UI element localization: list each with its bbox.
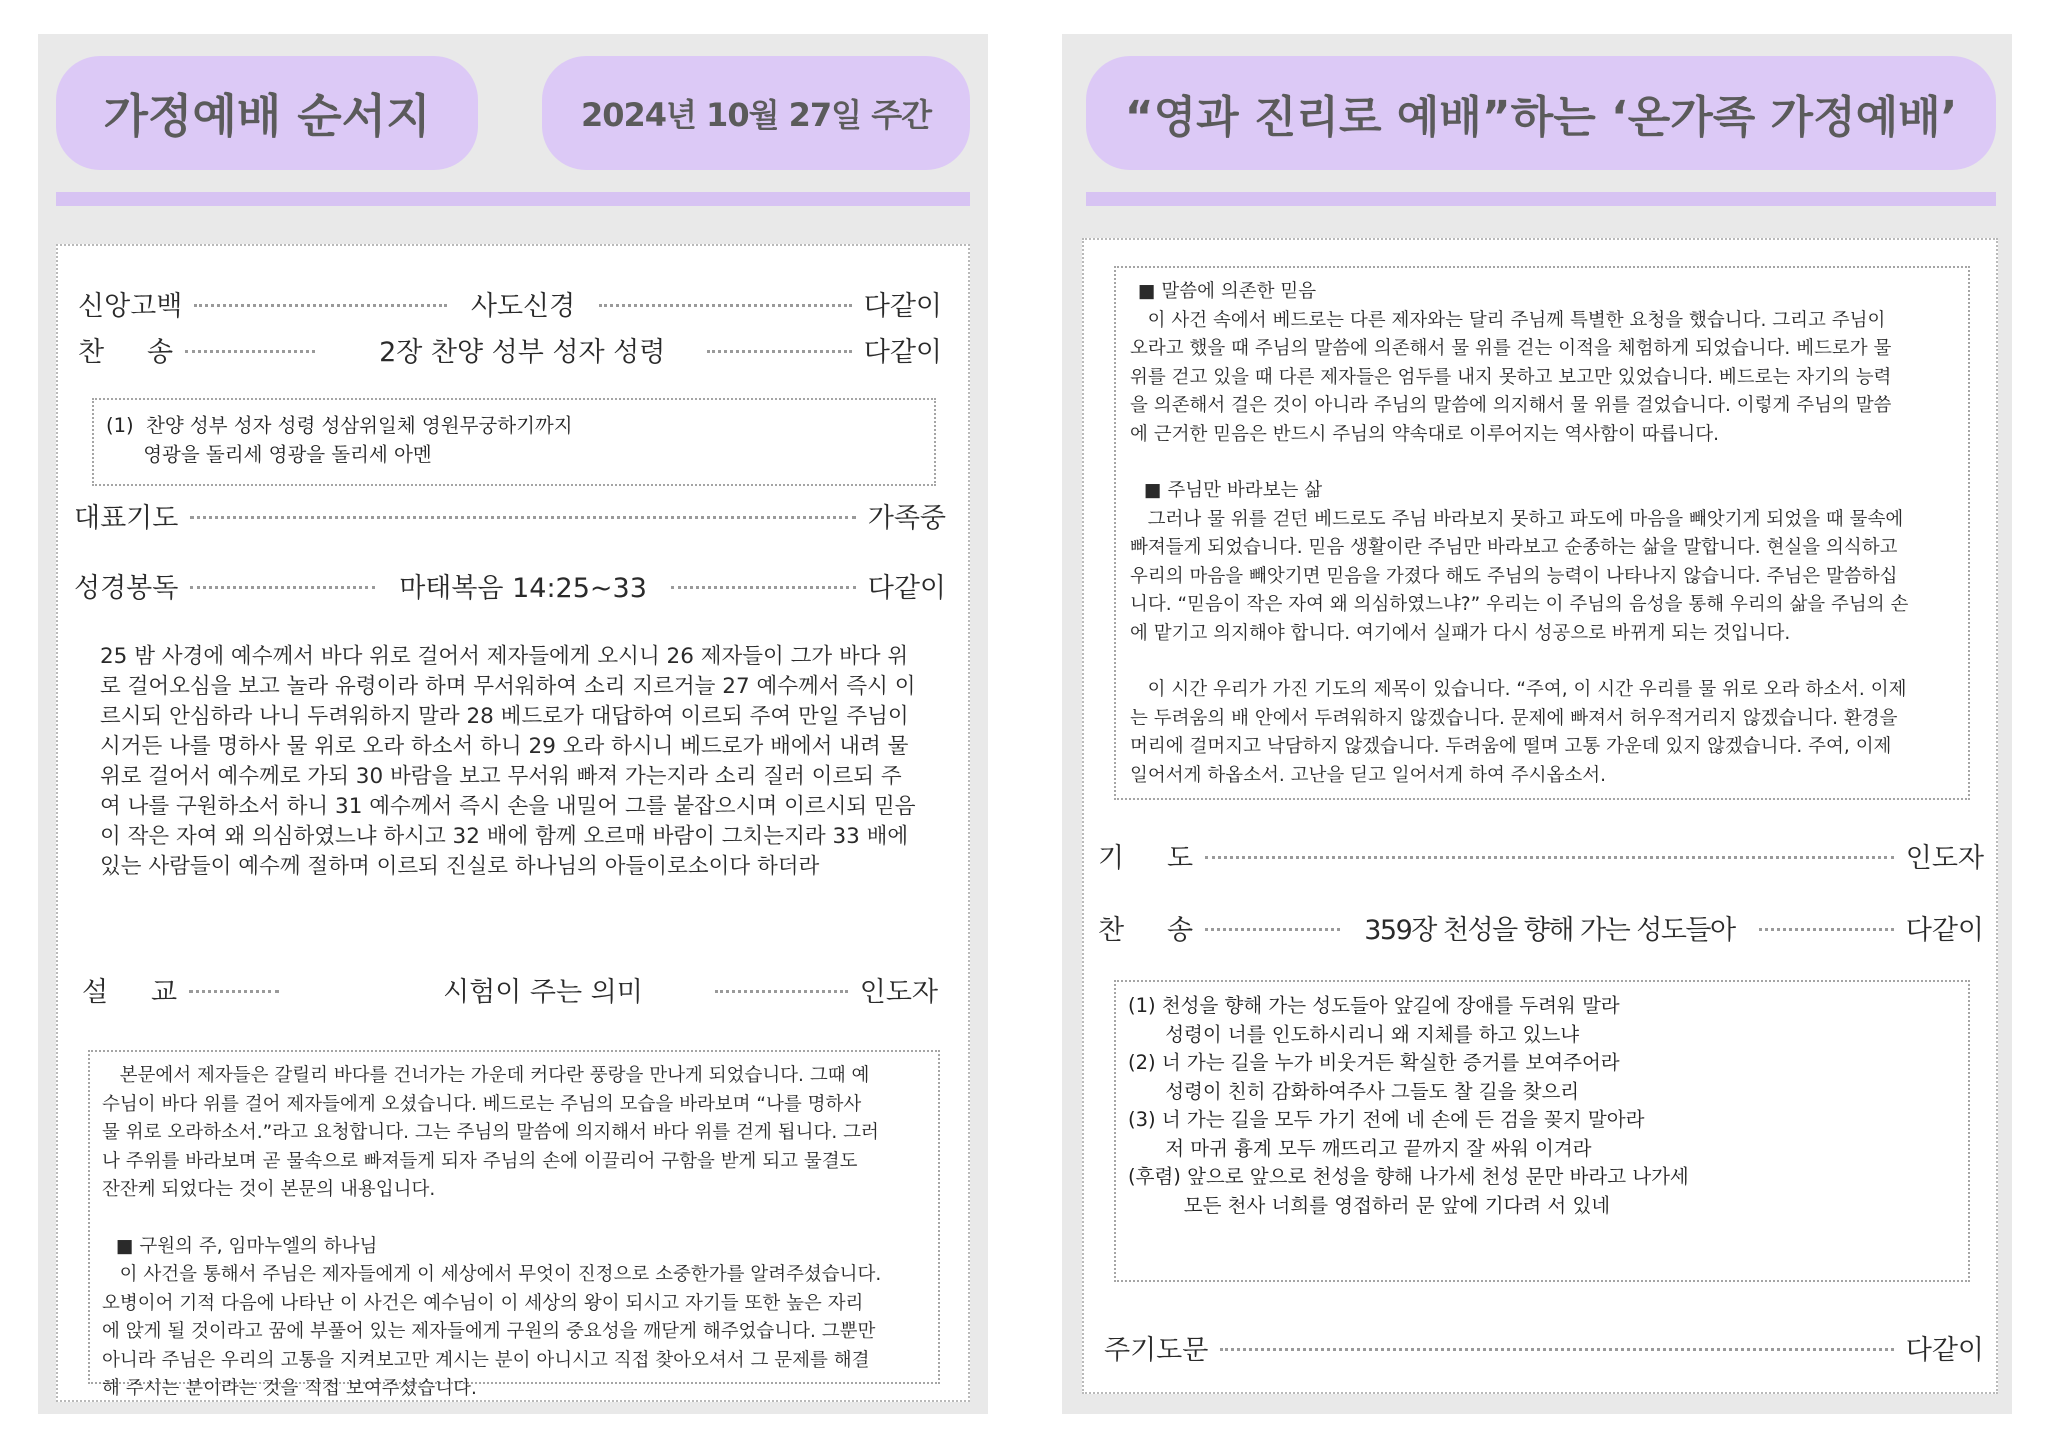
sermon-subheading: ■ 구원의 주, 임마누엘의 하나님: [116, 1235, 378, 1257]
order-leader: 다같이: [863, 337, 942, 368]
message-line: 을 의존해서 걸은 것이 아니라 주님의 말씀에 의지해서 물 위를 걸었습니다. 이렇게 주님의 말씀: [1130, 395, 1892, 416]
scripture-line: 위로 걸어서 예수께로 가되 30 바람을 보고 무서워 빠져 가는지라 소리 질러 이르되 주: [100, 764, 902, 789]
date-badge: [542, 56, 970, 170]
scripture-line: 이 작은 자여 왜 의심하였느냐 하시고 32 배에 함께 오르매 바람이 그치는지라 33 배에: [100, 824, 909, 849]
message-subheading: ■ 주님만 바라보는 삶: [1144, 480, 1323, 501]
message-line: 이 시간 우리가 가진 기도의 제목이 있습니다. “주여, 이 시간 우리를 물 위로 오라 하소서. 이제: [1130, 679, 1907, 700]
left-title-badge: [56, 56, 478, 170]
lyric-line: (3) 너 가는 길을 모두 가기 전에 네 손에 든 검을 꽂지 말아라: [1128, 1108, 1645, 1131]
sermon-line: 물 위로 오라하소서.”라고 요청합니다. 그는 주님의 말씀에 의지해서 바다 위를 걷게 됩니다. 그러: [102, 1122, 879, 1143]
order-label: 대표기도: [74, 503, 179, 534]
order-row-prayer: [74, 496, 946, 535]
lyric-line: (후렴) 앞으로 앞으로 천성을 향해 나가세 천성 문만 바라고 나가세: [1128, 1165, 1689, 1188]
order-label: 신앙고백: [78, 291, 183, 322]
order-label: 찬 송: [78, 337, 174, 368]
message-line: 니다. “믿음이 작은 자여 왜 의심하였느냐?” 우리는 이 주님의 음성을 통해 우리의 삶을 주님의 손: [1130, 594, 1909, 615]
lyric-line: 성령이 친히 감화하여주사 그들도 찰 길을 찾으리: [1128, 1079, 1580, 1103]
scripture-line: 르시되 안심하라 나니 두려워하지 말라 28 베드로가 대답하여 이르되 주여 만일 주님이: [100, 704, 909, 729]
order-row-confession: [78, 284, 942, 323]
dot-leader: [189, 990, 279, 993]
sermon-line: 나 주위를 바라보며 곧 물속으로 빠져들게 되자 주님의 손에 이끌리어 구함을 받게 되고 물결도: [102, 1150, 858, 1172]
lyric-line: (2) 너 가는 길을 누가 비웃거든 확실한 증거를 보여주어라: [1128, 1051, 1620, 1074]
message-line: 에 근거한 믿음은 반드시 주님의 약속대로 이루어지는 역사함이 따릅니다.: [1130, 423, 1720, 445]
message-line: 이 사건 속에서 베드로는 다른 제자와는 달리 주님께 특별한 요청을 했습니다. 그리고 주님이: [1130, 309, 1886, 331]
dot-leader: [194, 304, 447, 307]
order-item: 마태복음 14:25~33: [399, 573, 647, 604]
scripture-line: 25 밤 사경에 예수께서 바다 위로 걸어서 제자들에게 오시니 26 제자들이 그가 바다 위: [100, 644, 909, 669]
right-divider-bar: [1086, 192, 1996, 206]
order-label: 주기도문: [1104, 1335, 1209, 1366]
order-row-sermon: [82, 970, 938, 1009]
left-page: [38, 34, 988, 1414]
dot-leader: [707, 350, 851, 353]
order-leader: 가족중: [867, 503, 946, 534]
dot-leader: [185, 350, 315, 353]
message-subheading: ■ 말씀에 의존한 믿음: [1138, 281, 1317, 302]
order-row-prayer: [1098, 836, 1984, 875]
sermon-line: 해 주시는 분이라는 것을 직접 보여주셨습니다.: [102, 1378, 477, 1399]
sermon-line: 수님이 바다 위를 걸어 제자들에게 오셨습니다. 베드로는 주님의 모습을 바라보며 “나를 명하사: [102, 1093, 862, 1115]
week-date: 2024년 10월 27일 주간: [580, 96, 932, 134]
sermon-line: 본문에서 제자들은 갈릴리 바다를 건너가는 가운데 커다란 풍랑을 만나게 되었습니다. 그때 예: [102, 1065, 870, 1086]
message-box: [1114, 266, 1970, 800]
order-label: 설 교: [82, 977, 178, 1008]
hymn-lyrics: [1128, 992, 1689, 1220]
sermon-line: 이 사건을 통해서 주님은 제자들에게 이 세상에서 무엇이 진정으로 소중한가를 알려주셨습니다.: [102, 1264, 882, 1285]
order-leader: 다같이: [1905, 915, 1984, 946]
sermon-line: 아니라 주님은 우리의 고통을 지켜보고만 계시는 분이 아니시고 직접 찾아오셔서 그 문제를 해결: [102, 1349, 870, 1371]
lyric-line: 저 마귀 흉계 모두 깨뜨리고 끝까지 잘 싸워 이겨라: [1128, 1136, 1592, 1160]
right-title: “영과 진리로 예배”하는 ‘온가족 가정예배’: [1124, 92, 1958, 143]
order-item: 359장 천성을 향해 가는 성도들아: [1364, 915, 1735, 946]
dot-leader: [190, 516, 855, 519]
hymn-lyrics-box: [92, 398, 936, 486]
dot-leader: [671, 586, 856, 589]
sermon-line: 오병이어 기적 다음에 나타난 이 사건은 예수님이 이 세상의 왕이 되시고 자기들 또한 높은 자리: [102, 1292, 864, 1314]
sermon-line: 에 앉게 될 것이라고 꿈에 부풀어 있는 제자들에게 구원의 중요성을 깨닫게 해주었습니다. 그뿐만: [102, 1321, 876, 1342]
dot-leader: [715, 990, 848, 993]
lyric-line: (1) 찬양 성부 성자 성령 성삼위일체 영원무궁하기까지: [106, 414, 573, 437]
message-line: 머리에 걸머지고 낙담하지 않겠습니다. 두려움에 떨며 고통 가운데 있지 않겠습니다. 주여, 이제: [1130, 736, 1892, 757]
dot-leader: [1205, 928, 1340, 931]
sermon-box: [88, 1050, 940, 1399]
lyric-line: (1) 천성을 향해 가는 성도들아 앞길에 장애를 두려워 말라: [1128, 994, 1620, 1017]
right-page: [1062, 34, 2012, 1414]
message-line: 위를 걷고 있을 때 다른 제자들은 엄두를 내지 못하고 보고만 있었습니다. 베드로는 자기의 능력: [1130, 366, 1892, 388]
dot-leader: [599, 304, 852, 307]
scripture-line: 시거든 나를 명하사 물 위로 오라 하소서 하니 29 오라 하시니 베드로가 배에서 내려 물: [100, 734, 909, 759]
order-row-scripture: [74, 566, 946, 605]
dot-leader: [1220, 1348, 1893, 1351]
order-leader: 인도자: [1905, 843, 1984, 874]
order-label: 기 도: [1098, 843, 1194, 874]
right-content-card: [1082, 238, 1998, 1394]
message-line: 빠져들게 되었습니다. 믿음 생활이란 주님만 바라보고 순종하는 삶을 말합니다. 현실을 의식하고: [1130, 537, 1898, 558]
order-row-lords-prayer: [1104, 1328, 1984, 1367]
order-item: 사도신경: [470, 291, 576, 322]
left-title: 가정예배 순서지: [103, 89, 431, 143]
scripture-line: 여 나를 구원하소서 하니 31 예수께서 즉시 손을 내밀어 그를 붙잡으시며 이르시되 믿음: [100, 794, 916, 819]
order-leader: 인도자: [859, 977, 938, 1008]
sermon-title: 시험이 주는 의미: [443, 977, 643, 1008]
sermon-text: [102, 1062, 928, 1404]
scripture-line: 있는 사람들이 예수께 절하며 이르되 진실로 하나님의 아들이로소이다 하더라: [100, 854, 820, 879]
order-row-hymn: [1098, 908, 1984, 947]
order-label: 성경봉독: [74, 573, 179, 604]
left-content-card: [56, 244, 970, 1402]
sermon-line: 잔잔케 되었다는 것이 본문의 내용입니다.: [102, 1179, 436, 1200]
scripture-passage: [100, 642, 930, 882]
hymn-lyrics-box: [1114, 980, 1970, 1282]
message-line: 그러나 물 위를 걷던 베드로도 주님 바라보지 못하고 파도에 마음을 빼앗기게 되었을 때 물속에: [1130, 508, 1904, 530]
dot-leader: [190, 586, 375, 589]
scripture-line: 로 걸어오심을 보고 놀라 유령이라 하며 무서워하여 소리 지르거늘 27 예수께서 즉시 이: [100, 674, 916, 699]
left-divider-bar: [56, 192, 970, 206]
order-row-hymn: [78, 330, 942, 369]
order-leader: 다같이: [1905, 1335, 1984, 1366]
message-line: 에 맡기고 의지해야 합니다. 여기에서 실패가 다시 성공으로 바뀌게 되는 것입니다.: [1130, 622, 1791, 644]
order-leader: 다같이: [867, 573, 946, 604]
message-line: 오라고 했을 때 주님의 말씀에 의존해서 물 위를 걷는 이적을 체험하게 되었습니다. 베드로가 물: [1130, 338, 1892, 359]
message-text: [1130, 278, 1956, 790]
lyric-line: 성령이 너를 인도하시리니 왜 지체를 하고 있느냐: [1128, 1022, 1580, 1046]
message-line: 우리의 마음을 빼앗기면 믿음을 가졌다 해도 주님의 능력이 나타나지 않습니다. 주님은 말씀하십: [1130, 565, 1898, 587]
dot-leader: [1205, 856, 1894, 859]
message-line: 는 두려움의 배 안에서 두려워하지 않겠습니다. 문제에 빠져서 허우적거리지 않겠습니다. 환경을: [1130, 707, 1898, 729]
message-line: 일어서게 하옵소서. 고난을 딛고 일어서게 하여 주시옵소서.: [1130, 764, 1606, 786]
lyric-line: 모든 천사 너희를 영접하러 문 앞에 기다려 서 있네: [1128, 1193, 1611, 1217]
right-title-badge: [1086, 56, 1996, 170]
lyric-line: 영광을 돌리세 영광을 돌리세 아멘: [106, 442, 432, 466]
order-item: 2장 찬양 성부 성자 성령: [379, 337, 666, 368]
order-label: 찬 송: [1098, 915, 1194, 946]
order-leader: 다같이: [863, 291, 942, 322]
dot-leader: [1759, 928, 1894, 931]
